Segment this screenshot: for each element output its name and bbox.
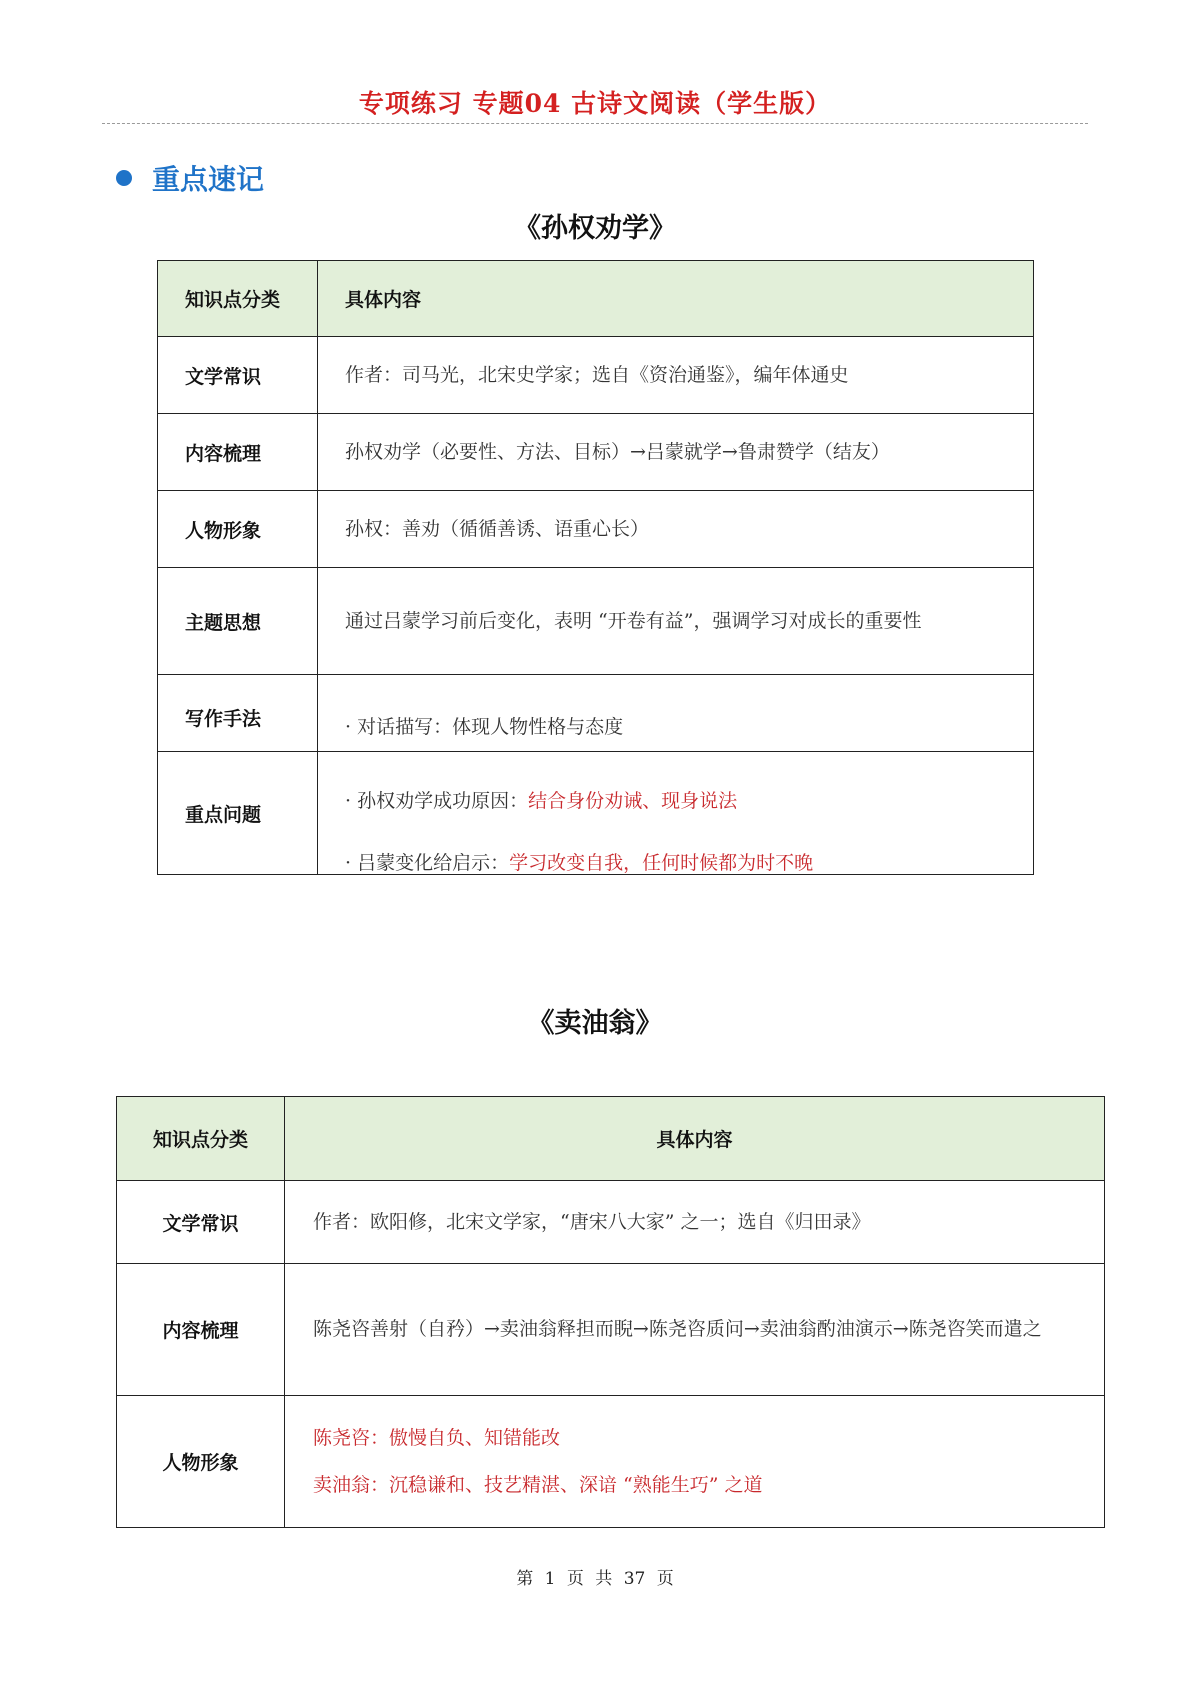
row-category: 人物形象	[158, 491, 318, 568]
table-row	[117, 1181, 1105, 1264]
row-category: 内容梳理	[158, 414, 318, 491]
character-line: 陈尧咨：傲慢自负、知错能改	[313, 1426, 561, 1449]
bullet-dot-icon	[116, 170, 132, 186]
row-category: 主题思想	[158, 568, 318, 675]
row-content	[285, 1396, 1105, 1528]
row-category: 文学常识	[158, 337, 318, 414]
knowledge-table-sunquan	[157, 260, 1034, 875]
table-row	[158, 568, 1034, 675]
header-content: 具体内容	[318, 261, 1034, 337]
table-row	[158, 752, 1034, 875]
answer-text: 学习改变自我，任何时候都为时不晚	[509, 852, 814, 873]
row-content: 作者：欧阳修，北宋文学家，“唐宋八大家” 之一；选自《归田录》	[285, 1181, 1105, 1264]
question-line	[345, 752, 1033, 816]
row-content: 陈尧咨善射（自矜）→卖油翁释担而睨→陈尧咨质问→卖油翁酌油演示→陈尧咨笑而遣之	[285, 1264, 1105, 1396]
question-line	[345, 816, 1033, 873]
page-number: 第 1 页 共 37 页	[516, 1569, 674, 1589]
row-content: 作者：司马光，北宋史学家；选自《资治通鉴》，编年体通史	[318, 337, 1034, 414]
poem-title-sunquan: 《孙权劝学》	[514, 213, 676, 244]
character-line: 卖油翁：沉稳谦和、技艺精湛、深谙 “熟能生巧” 之道	[313, 1473, 763, 1496]
table-row	[117, 1396, 1105, 1528]
section-heading-text: 重点速记	[152, 163, 265, 196]
title-divider	[102, 123, 1088, 124]
table-row	[158, 491, 1034, 568]
row-content	[318, 752, 1034, 875]
answer-text: 结合身份劝诫、现身说法	[528, 790, 738, 812]
question-text: · 吕蒙变化给启示：	[345, 852, 510, 873]
row-content: 孙权劝学（必要性、方法、目标）→吕蒙就学→鲁肃赞学（结友）	[318, 414, 1034, 491]
row-content: 孙权：善劝（循循善诱、语重心长）	[318, 491, 1034, 568]
table-row	[158, 675, 1034, 752]
table-row	[117, 1264, 1105, 1396]
knowledge-table-maiyouweng	[116, 1096, 1105, 1528]
row-category: 写作手法	[158, 675, 318, 752]
table-row	[158, 414, 1034, 491]
header-category: 知识点分类	[158, 261, 318, 337]
header-content: 具体内容	[285, 1097, 1105, 1181]
table-header-row	[158, 261, 1034, 337]
question-text: · 孙权劝学成功原因：	[345, 790, 529, 812]
row-category: 文学常识	[117, 1181, 285, 1264]
row-category: 人物形象	[117, 1396, 285, 1528]
table-row	[158, 337, 1034, 414]
section-heading	[116, 158, 264, 198]
row-content: 通过吕蒙学习前后变化，表明 “开卷有益”，强调学习对成长的重要性	[318, 568, 1034, 675]
clipped-content	[345, 752, 1033, 873]
row-content: · 对话描写：体现人物性格与态度	[318, 675, 1034, 752]
table-header-row	[117, 1097, 1105, 1181]
row-category: 内容梳理	[117, 1264, 285, 1396]
poem-title-maiyouweng: 《卖油翁》	[527, 1008, 663, 1039]
document-title: 专项练习 专题04 古诗文阅读（学生版）	[358, 89, 832, 118]
header-category: 知识点分类	[117, 1097, 285, 1181]
row-category: 重点问题	[158, 752, 318, 875]
